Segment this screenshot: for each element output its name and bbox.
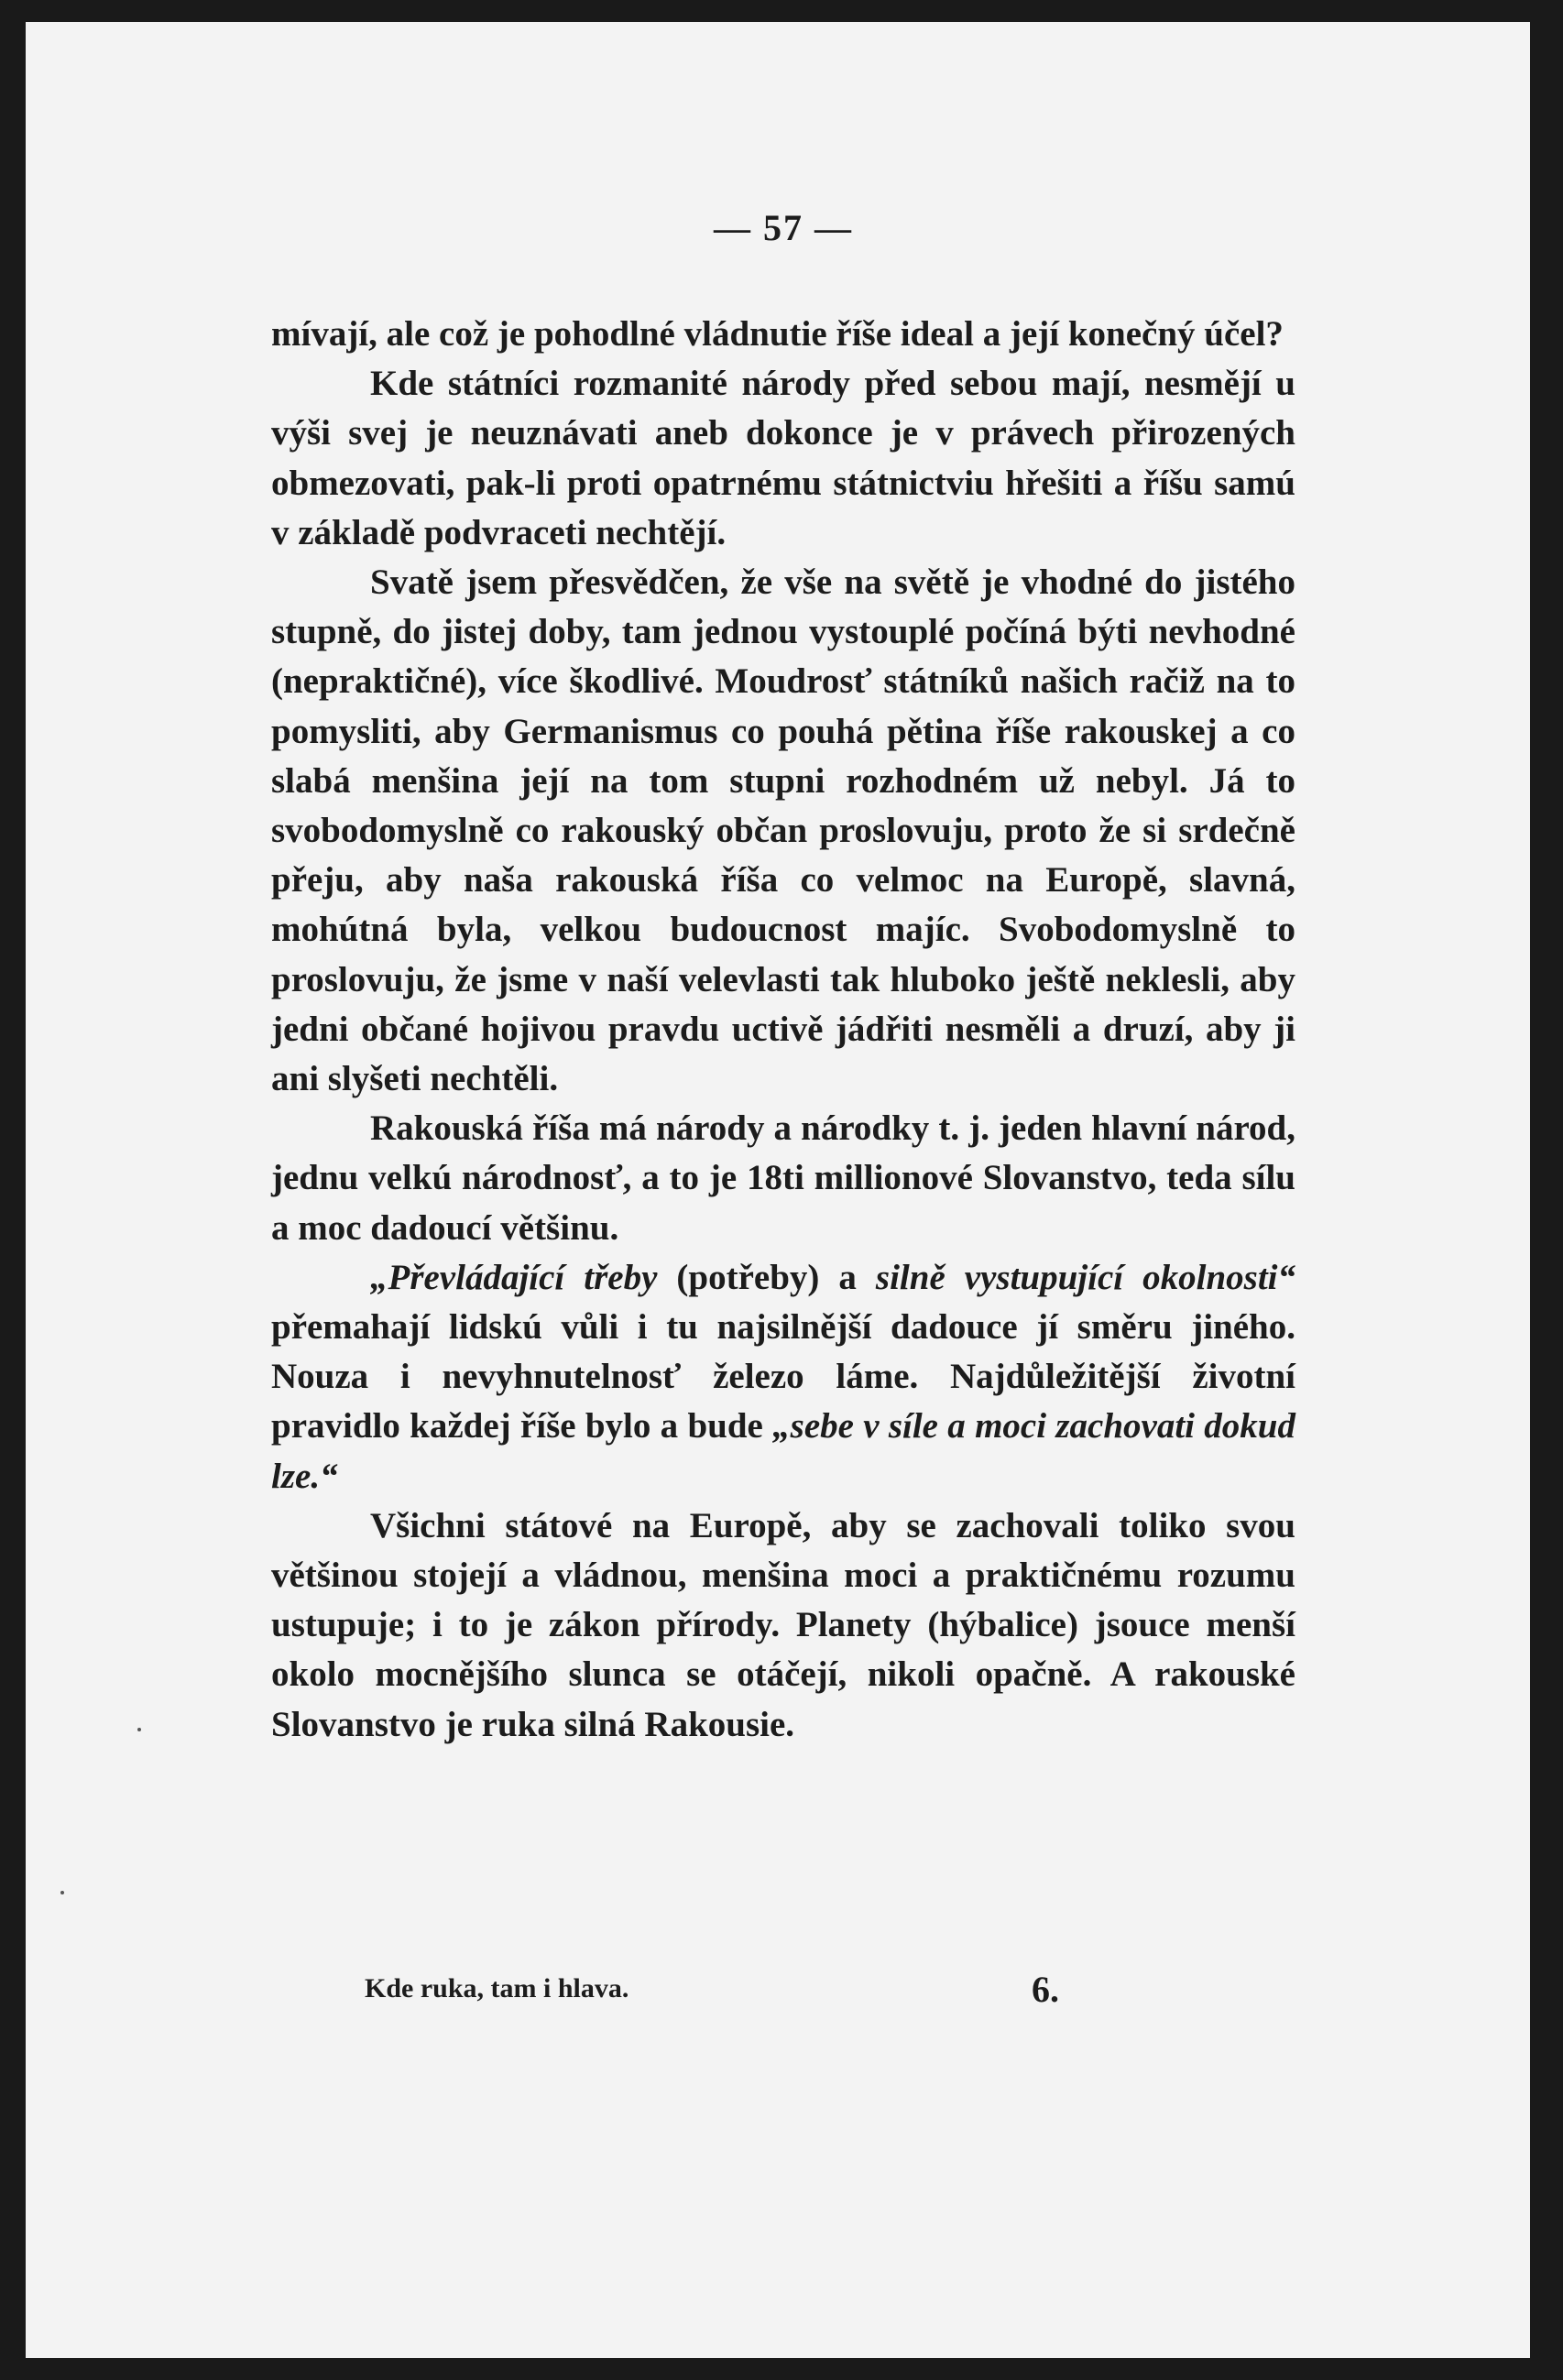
paragraph-1: mívají, ale což je pohodlné vládnutie říše ideal a její konečný účel? [271,314,1284,354]
plain-phrase: přemahají lidskú vůli i tu najsilnější dadouce jí směru jiného. Nouza i nevyhnutelnosť železo láme. Najdůležitější životní pravidlo každej říše bylo a bude [271,1307,1295,1447]
paragraph-2: Kde státníci rozmanité národy před sebou mají, nesmějí u výši svej je neuznávati aneb dokonce je v právech přirozených obmezovati, pak-li proti opatrnému státnictviu hřešiti a říšu samú v základě podvraceti nechtějí. [271,364,1295,552]
emphasis-phrase: „Převládající třeby [370,1257,658,1297]
emphasis-phrase: „sebe v síle a moci zachovati dokud lze.“ [271,1406,1295,1496]
paper-speck [60,1891,64,1894]
plain-phrase: (potřeby) a [657,1257,876,1297]
catchword: Kde ruka, tam i hlava. [365,1973,629,2003]
emphasis-phrase: silně vystupující okolnosti“ [875,1257,1295,1297]
signature-mark: 6. [1032,1969,1059,2010]
page-number: — 57 — [714,207,853,248]
page-content [271,196,1295,1750]
paragraph-4: Rakouská říša má národy a národky t. j. jeden hlavní národ, jednu velkú národnosť, a to je 18ti millionové Slovanstvo, teda sílu a moc dadoucí většinu. [271,1108,1295,1248]
paragraph-5 [271,1253,1295,1501]
paragraph-6: Všichni státové na Europě, aby se zachovali toliko svou většinou stojejí a vládnou, menšina moci a praktičnému rozumu ustupuje; i to je zákon přírody. Planety (hýbalice) jsouce menší okolo mocnějšího slunca se otáčejí, nikoli opačně. A rakouské Slovanstvo je ruka silná Rakousie. [271,1505,1295,1744]
body-text [271,310,1295,1750]
paper-speck [137,1728,141,1731]
book-page [26,22,1530,2358]
paragraph-3: Svatě jsem přesvědčen, že vše na světě je vhodné do jistého stupně, do jistej doby, tam jednou vystouplé počíná býti nevhodné (nepraktičné), více škodlivé. Moudrosť státníků našich račiž na to pomysliti, aby Germanismus co pouhá pětina říše rakouskej a co slabá menšina její na tom stupni rozhodném už nebyl. Já to svobodomyslně co rakouský občan proslovuju, proto že si srdečně přeju, aby naša rakouská říša co velmoc na Europě, slavná, mohútná byla, velkou budoucnost majíc. Svobodomyslně to proslovuju, že jsme v naší velevlasti tak hluboko ještě neklesli, aby jedni občané hojivou pravdu uctivě jádřiti nesměli a druzí, aby ji ani slyšeti nechtěli. [271,562,1295,1099]
